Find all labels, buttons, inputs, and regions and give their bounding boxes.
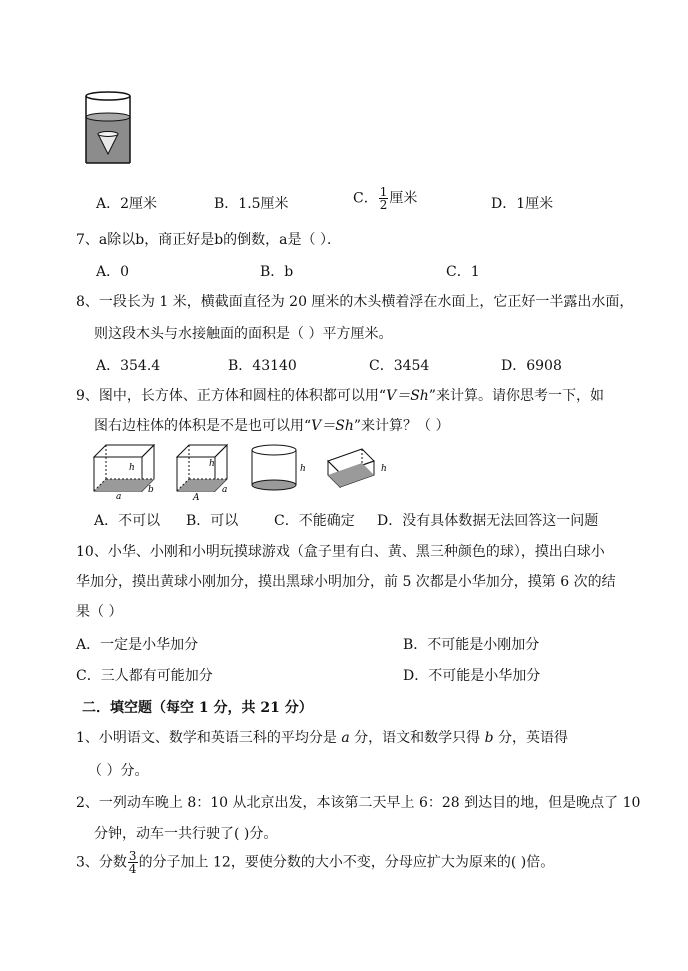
- f1-line2: （ ）分。: [88, 763, 149, 779]
- q9-option-c: C．不能确定: [274, 513, 355, 529]
- fraction-denominator: 2: [379, 198, 388, 212]
- q10-option-a: A．一定是小华加分: [76, 637, 199, 653]
- f2-line1: 2、一列动车晚上 8：10 从北京出发，本该第二天早上 6：28 到达目的地，但是晚点了 10: [76, 795, 641, 811]
- q10-line1: 10、小华、小刚和小明玩摸球游戏（盒子里有白、黄、黑三种颜色的球），摸出白球小: [76, 544, 605, 560]
- q7-text: 7、a除以b，商正好是b的倒数，a是（ ）．: [76, 232, 341, 248]
- q9-option-a: A．不可以: [94, 513, 161, 529]
- q6-option-c-prefix: C．: [353, 190, 378, 207]
- f1-var-a: a: [341, 730, 350, 746]
- q7-option-a: A．0: [96, 264, 130, 280]
- q8-option-d: D．6908: [501, 358, 562, 374]
- q9-line1: [76, 385, 604, 405]
- cuboid-figure: [92, 443, 162, 502]
- q8-line1: 8、一段长为 1 米，横截面直径为 20 厘米的木头横着浮在水面上，它正好一半露出水面，: [76, 294, 634, 310]
- f1-text-c: 分，英语得: [493, 730, 569, 746]
- q8-option-a: A．354.4: [96, 358, 161, 374]
- q6-option-c-suffix: 厘米: [389, 190, 418, 207]
- cube-A-label: A: [193, 493, 200, 503]
- cuboid-b-label: b: [148, 485, 154, 495]
- q9-option-d: D．没有具体数据无法回答这一问题: [377, 513, 599, 529]
- f1-text-b: 分，语文和数学只得: [349, 730, 485, 746]
- f1-var-b: b: [484, 730, 494, 746]
- q9-line1-end: ”来计算。请你思考一下，如: [428, 388, 604, 404]
- q9-line2-end: ”来计算？（ ）: [353, 418, 450, 434]
- fraction-one-half: [379, 186, 389, 211]
- q9-line2: [94, 415, 450, 435]
- fraction-denominator: 4: [128, 862, 137, 876]
- fraction-numerator: 1: [379, 185, 388, 199]
- q8-option-c: C．3454: [369, 358, 430, 374]
- q10-line2: 华加分，摸出黄球小刚加分，摸出黑球小明加分，前 5 次都是小华加分，摸第 6 次的结: [76, 574, 616, 590]
- prism-h-label: h: [381, 464, 387, 474]
- cube-figure: [175, 443, 235, 501]
- q8-option-b: B．43140: [228, 358, 297, 374]
- triangular-prism-figure: [326, 447, 390, 495]
- section-2-title: 二．填空题（每空 1 分，共 21 分）: [82, 700, 313, 716]
- f1-line1: [76, 727, 568, 747]
- cube-h-label: h: [209, 459, 215, 469]
- cylinder-h-label: h: [300, 464, 306, 474]
- q9-line1-start: 9、图中，长方体、正方体和圆柱的体积都可以用“: [76, 388, 387, 404]
- cube-a-label: a: [222, 485, 228, 495]
- q6-option-a: A．2厘米: [96, 196, 158, 212]
- f3-line: [76, 850, 554, 875]
- cuboid-h-label: h: [129, 463, 135, 473]
- f2-line2: 分钟，动车一共行驶了( )分。: [94, 826, 278, 842]
- q10-line3: 果（ ）: [76, 604, 123, 620]
- q6-option-d: D．1厘米: [491, 196, 554, 212]
- q10-option-b: B．不可能是小刚加分: [403, 637, 540, 653]
- cylinder-figure: [250, 443, 312, 495]
- q9-formula-2: V＝Sh: [311, 418, 354, 434]
- q9-line2-start: 图右边柱体的体积是不是也可以用“: [94, 418, 312, 434]
- q9-option-b: B．可以: [186, 513, 239, 529]
- glass-cone-figure: [84, 90, 144, 166]
- q7-option-c: C．1: [446, 264, 480, 280]
- fraction-three-quarters: [128, 850, 138, 875]
- q9-formula: V＝Sh: [386, 388, 429, 404]
- f1-text-a: 1、小明语文、数学和英语三科的平均分是: [76, 730, 342, 746]
- q6-option-b: B．1.5厘米: [214, 196, 289, 212]
- f3-text-a: 3、分数: [76, 854, 127, 871]
- q8-line2: 则这段木头与水接触面的面积是（ ）平方厘米。: [94, 326, 393, 342]
- q10-option-c: C．三人都有可能加分: [76, 668, 213, 684]
- q7-option-b: B．b: [260, 264, 294, 280]
- cuboid-a-label: a: [116, 492, 122, 502]
- q6-option-c: [353, 186, 417, 211]
- f3-text-b: 的分子加上 12，要使分数的大小不变，分母应扩大为原来的( )倍。: [138, 854, 555, 871]
- fraction-numerator: 3: [128, 849, 137, 863]
- q10-option-d: D．不可能是小华加分: [403, 668, 541, 684]
